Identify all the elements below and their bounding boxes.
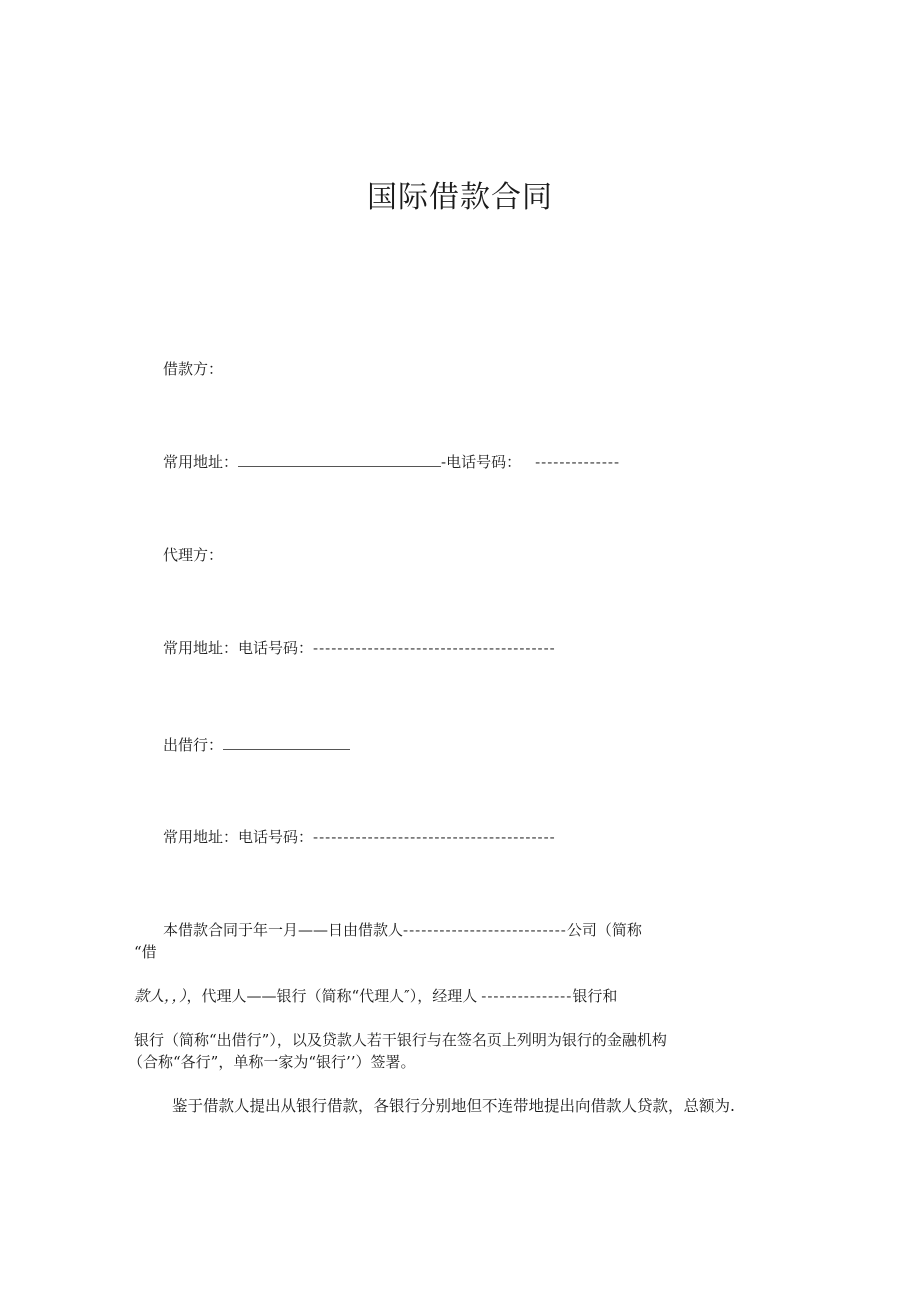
p2-text-a: ，代理人——银行（简称“代理人″），经理人	[186, 987, 478, 1005]
agent-address-phone-label: 常用地址：电话号码：	[163, 639, 314, 657]
lender-line	[163, 734, 350, 755]
borrower-label: 借款方：	[163, 360, 224, 378]
agent-label: 代理方：	[163, 546, 224, 564]
agent-contact-line	[163, 637, 556, 658]
p2-italic-text: 款人，，）	[134, 987, 187, 1005]
p1-text-b: 公司（简称	[566, 921, 642, 939]
lender-name-blank[interactable]	[223, 735, 350, 750]
document-title: 国际借款合同	[367, 180, 553, 215]
paragraph-2	[134, 985, 617, 1006]
lender-address-phone-label: 常用地址：电话号码：	[163, 828, 314, 846]
borrower-address-blank[interactable]	[238, 452, 441, 467]
borrower-contact-line	[163, 451, 620, 472]
lender-contact-line	[163, 826, 556, 847]
lender-contact-blank[interactable]: ----------------------------------------	[313, 828, 556, 846]
borrower-address-label: 常用地址：	[163, 453, 239, 471]
p1-text-a: 本借款合同于年一月——日由借款人	[163, 921, 404, 939]
lender-label: 出借行：	[163, 736, 224, 754]
paragraph-1-line-2: “借	[134, 943, 157, 961]
paragraph-1-line-1	[163, 919, 642, 940]
paragraph-3-line-1: 银行（简称“出借行”），以及贷款人若干银行与在签名页上列明为银行的金融机构	[134, 1031, 667, 1049]
paragraph-4: 鉴于借款人提出从银行借款，各银行分别地但不连带地提出向借款人贷款，总额为.	[172, 1097, 735, 1115]
p2-text-b: 银行和	[572, 987, 618, 1005]
paragraph-3-line-2: （合称“各行”，单称一家为“银行’’）签署。	[128, 1053, 416, 1071]
p1-company-blank[interactable]: ---------------------------	[403, 921, 567, 939]
borrower-phone-blank[interactable]: --------------	[535, 453, 621, 471]
p2-manager-blank[interactable]: ---------------	[481, 987, 573, 1005]
agent-contact-blank[interactable]: ----------------------------------------	[313, 639, 556, 657]
borrower-phone-label: -电话号码：	[441, 453, 522, 471]
